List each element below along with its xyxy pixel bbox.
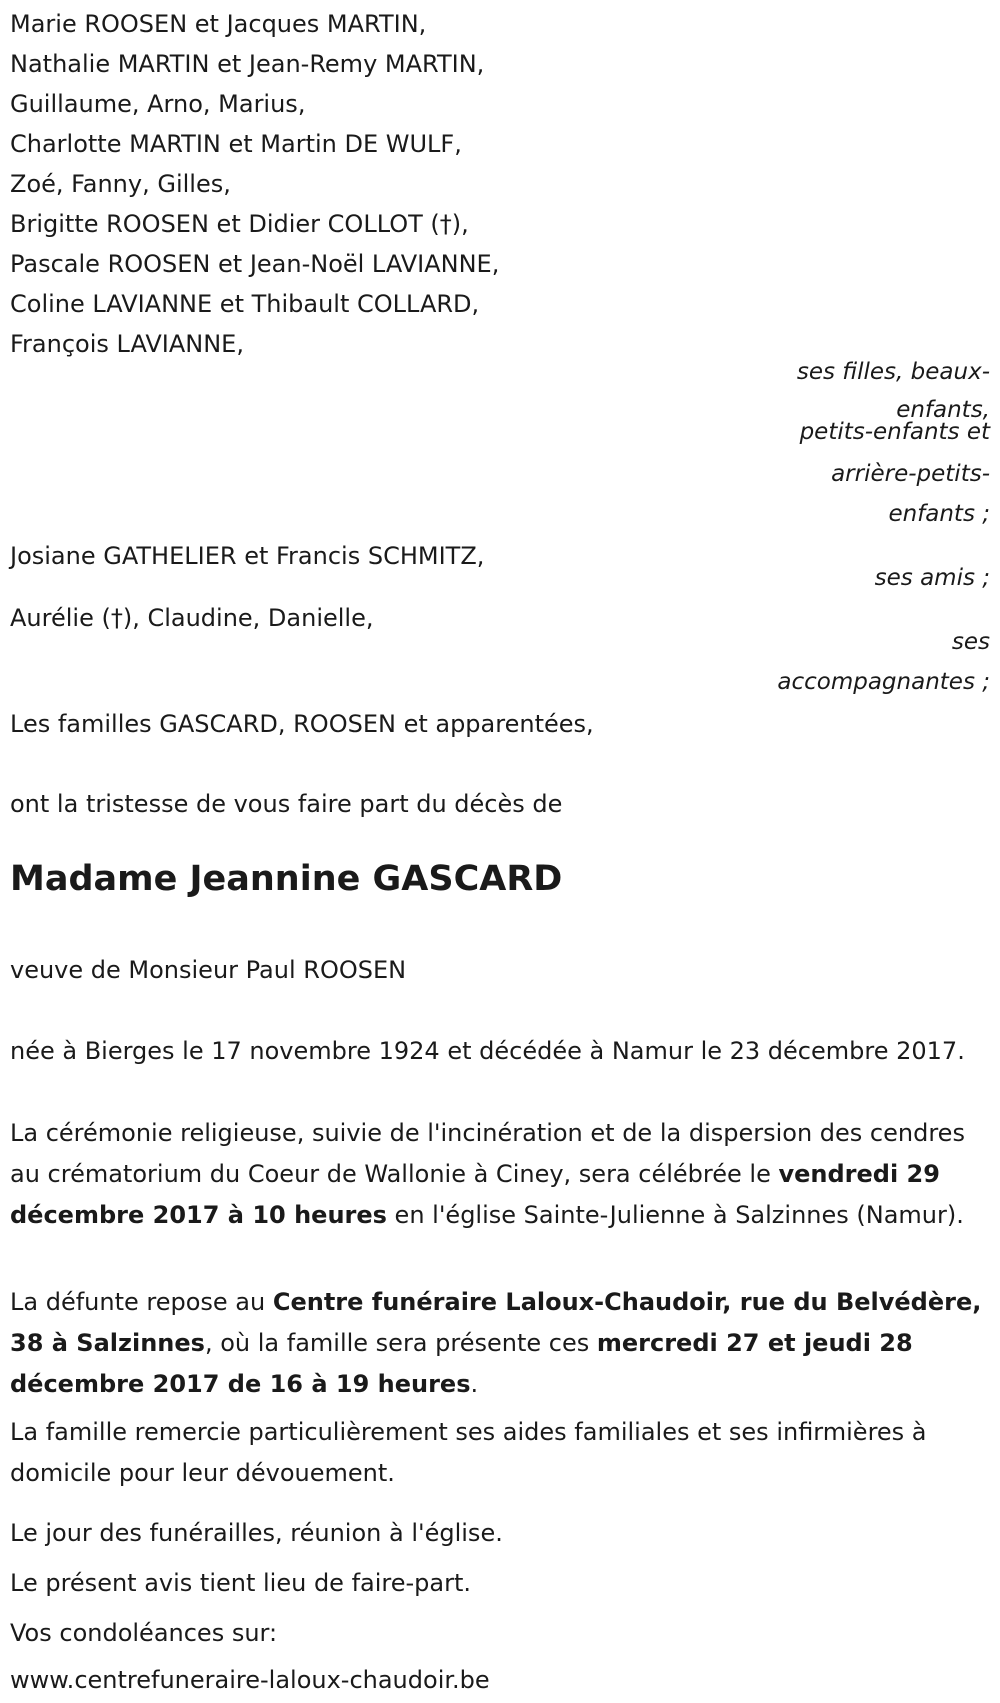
family-line: Marie ROOSEN et Jacques MARTIN, <box>10 10 427 38</box>
relation-companions-2: accompagnantes ; <box>777 669 990 695</box>
family-line: Charlotte MARTIN et Martin DE WULF, <box>10 130 462 158</box>
thanks-paragraph: La famille remercie particulièrement ses aides familiales et ses infirmières à domicile pour leur dévouement. <box>10 1418 927 1487</box>
deceased-name: Madame Jeannine GASCARD <box>10 859 563 899</box>
family-line: François LAVIANNE, <box>10 330 244 358</box>
notice: Le présent avis tient lieu de faire-part. <box>10 1569 472 1597</box>
ceremony-paragraph <box>10 1113 995 1236</box>
family-line: Brigitte ROOSEN et Didier COLLOT (†), <box>10 210 469 238</box>
family-line: Guillaume, Arno, Marius, <box>10 90 306 118</box>
rest-paragraph <box>10 1282 995 1405</box>
relation-family-3: petits-enfants et <box>799 419 990 445</box>
family-line: Pascale ROOSEN et Jean-Noël LAVIANNE, <box>10 250 500 278</box>
ceremony-date: vendredi 29 décembre 2017 à 10 heures <box>10 1160 940 1229</box>
birth-death: née à Bierges le 17 novembre 1924 et décédée à Namur le 23 décembre 2017. <box>10 1037 965 1065</box>
relation-family-1: ses filles, beaux- <box>796 359 990 385</box>
widow-of: veuve de Monsieur Paul ROOSEN <box>10 956 407 984</box>
friends-line: Josiane GATHELIER et Francis SCHMITZ, <box>10 542 485 570</box>
condolences-label: Vos condoléances sur: <box>10 1619 278 1647</box>
family-line: Nathalie MARTIN et Jean-Remy MARTIN, <box>10 50 485 78</box>
family-line: Coline LAVIANNE et Thibault COLLARD, <box>10 290 480 318</box>
rest-text-2: , où la famille sera présente ces <box>204 1329 597 1357</box>
rest-text-1: La défunte repose au <box>10 1288 273 1316</box>
relation-family-2: enfants, <box>896 397 990 423</box>
website-link[interactable]: www.centrefuneraire-laloux-chaudoir.be <box>10 1666 490 1694</box>
funeral-day: Le jour des funérailles, réunion à l'église. <box>10 1519 503 1547</box>
families-line: Les familles GASCARD, ROOSEN et apparentées, <box>10 710 594 738</box>
rest-dates: mercredi 27 et jeudi 28 décembre 2017 de 16 à 19 heures <box>10 1329 913 1398</box>
rest-text-3: . <box>470 1370 479 1398</box>
family-line: Zoé, Fanny, Gilles, <box>10 170 231 198</box>
ceremony-text-1: La cérémonie religieuse, suivie de l'incinération et de la dispersion des cendres au crématorium du Coeur de Wallonie à Ciney, sera célébrée le <box>10 1119 965 1188</box>
announcement: ont la tristesse de vous faire part du décès de <box>10 790 563 818</box>
rest-place: Centre funéraire Laloux-Chaudoir, rue du Belvédère, 38 à Salzinnes <box>10 1288 982 1357</box>
companions-line: Aurélie (†), Claudine, Danielle, <box>10 604 374 632</box>
relation-family-4: arrière-petits- <box>831 461 990 487</box>
ceremony-text-2: en l'église Sainte-Julienne à Salzinnes (Namur). <box>386 1201 964 1229</box>
relation-family-5: enfants ; <box>888 501 990 527</box>
relation-friends: ses amis ; <box>874 565 990 591</box>
relation-companions-1: ses <box>951 629 990 655</box>
